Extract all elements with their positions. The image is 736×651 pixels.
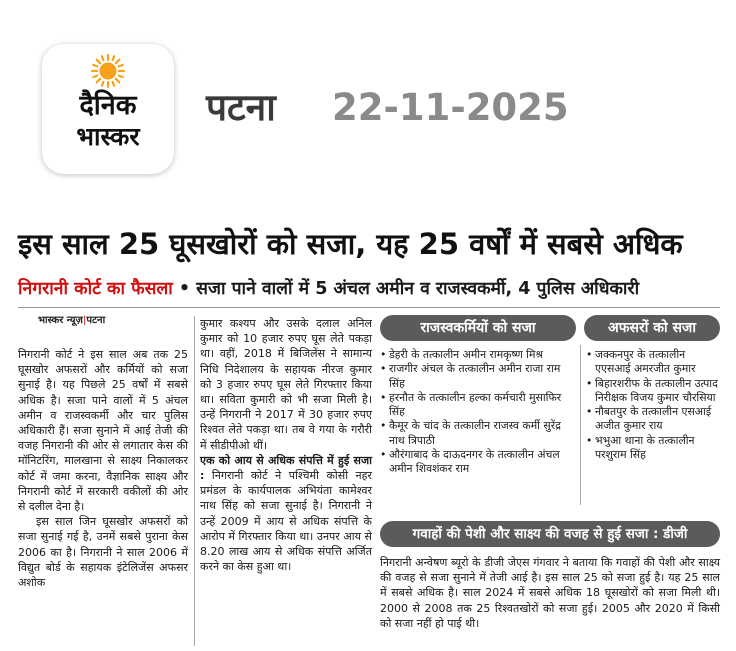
byline-source: भास्कर न्यूज़ xyxy=(38,315,83,326)
bullet-icon: • xyxy=(380,348,387,361)
list-item: • कैमूर के चांद के तत्कालीन राजस्व कर्मी सुरेंद्र नाथ त्रिपाठी xyxy=(380,419,561,447)
article-column-1 xyxy=(18,347,188,590)
subheadline-red: निगरानी कोर्ट का फैसला xyxy=(18,279,173,299)
column-divider xyxy=(194,316,195,646)
column1-paragraph-1: निगरानी कोर्ट ने इस साल अब तक 25 घूसखोर अफसरों और कर्मियों को सजा सुनाई है। यह पिछले 25 वर्षों में सबसे अधिक है। सजा पाने वालों में 5 अंचल अमीन व राजस्वकर्मी और चार पुलिस अधिकारी हैं। सजा सुनाने में आई तेजी की वजह निगरानी की ओर से लगातार केस की मॉनिटरिंग, मालखाना से साक्ष्य निकालकर कोर्ट में जमा करना, वैज्ञानिक साक्ष्य और निगरानी कोर्ट में सरकारी वकीलों की ओर से दलील देना है। xyxy=(18,348,188,514)
list-item: • बिहारशरीफ के तत्कालीन उत्पाद निरीक्षक विजय कुमार चौरसिया xyxy=(586,376,718,404)
column2-paragraph-2: निगरानी कोर्ट ने पश्चिमी कोसी नहर प्रमंडल के कार्यपालक अभियंता कामेश्वर नाथ सिंह को सजा सुनाई है। निगरानी ने उन्हें 2009 में आय से अधिक संपत्ति के आरोप में गिरफ्तार किया था। उनपर आय से 8.20 लाख आय से अधिक संपत्ति अर्जित करने का केस हुआ था। xyxy=(200,469,372,574)
box-divider xyxy=(580,345,581,505)
column1-paragraph-2: इस साल जिन घूसखोर अफसरों को सजा सुनाई गई है, उनमें सबसे पुराना केस 2006 का है। निगरानी ने साल 2006 में विद्युत बोर्ड के सहायक इंटेलिजेंस अफसर अशोक xyxy=(18,515,188,590)
logo-text-dainik: दैनिक xyxy=(79,90,137,121)
headline: इस साल 25 घूसखोरों को सजा, यह 25 वर्षों में सबसे अधिक xyxy=(18,227,683,261)
logo-text-bhaskar: भास्कर xyxy=(76,122,140,151)
column2-paragraph-1: कुमार कश्यप और उसके दलाल अनिल कुमार को 10 हजार रुपए घूस लेते पकड़ा था। वहीं, 2018 में बिजिलेंस ने सामान्य निधि निदेशालय के सहायक नीरज कुमार को 3 हजार रुपए घूस लेते गिरफ्तार किया था। सविता कुमारी को भी सजा मिली है। उन्हें निगरानी ने 2017 में 30 हजार रुपए रिश्वत लेते पकड़ा था। तब वे गया के गरौरी में सीडीपीओ थीं। xyxy=(200,317,372,452)
edition-date: 22-11-2025 xyxy=(332,86,569,129)
witness-section-text: निगरानी अन्वेषण ब्यूरो के डीजी जेएस गंगवार ने बताया कि गवाहों की पेशी और साक्ष्य की वजह से सजा सुनाने में तेजी आई है। इस साल 25 को सजा हुई है। यह 25 साल में सबसे अधिक है। साल 2024 में सबसे अधिक 18 घूसखोरों को सजा मिली थी। 2000 से 2008 तक 25 रिश्वतखोरों को सजा हुई। 2005 और 2020 में किसी को सजा नहीं हो पाई थी। xyxy=(380,556,720,630)
subheadline xyxy=(18,276,723,302)
bullet-icon: • xyxy=(380,419,387,433)
list-item: • राजगीर अंचल के तत्कालीन अमीन राजा राम सिंह xyxy=(380,362,561,390)
byline-place: पटना xyxy=(86,315,106,326)
list-item: • नौबतपुर के तत्कालीन एसआई अजीत कुमार राय xyxy=(586,405,712,433)
list-item: • भभुआ थाना के तत्कालीन परशुराम सिंह xyxy=(586,433,695,462)
witness-section-header: गवाहों की पेशी और साक्ष्य की वजह से हुई सजा : डीजी xyxy=(380,521,720,547)
bullet-icon: • xyxy=(586,433,593,447)
list-item: • औरंगाबाद के दाऊदनगर के तत्कालीन अंचल अमीन शिवशंकर राम xyxy=(380,448,560,476)
sun-icon xyxy=(91,54,125,88)
article-column-2 xyxy=(200,316,372,574)
bullet-icon: • xyxy=(586,376,593,390)
bullet-icon: • xyxy=(586,348,593,361)
officers-header: अफसरों को सजा xyxy=(584,315,720,341)
list-item: • हरनौत के तत्कालीन हल्का कर्मचारी मुसाफिर सिंह xyxy=(380,390,562,419)
revenue-staff-list xyxy=(380,348,576,477)
subheadline-rest: • सजा पाने वालों में 5 अंचल अमीन व राजस्वकर्मी, 4 पुलिस अधिकारी xyxy=(172,279,640,299)
revenue-staff-header: राजस्वकर्मियों को सजा xyxy=(380,315,576,341)
headline-divider xyxy=(18,307,720,308)
bullet-icon: • xyxy=(380,390,387,404)
officers-list xyxy=(586,348,720,462)
column2-subhead: एक को आय से अधिक संपत्ति में हुई सजा : xyxy=(200,453,372,483)
dainik-bhaskar-logo xyxy=(42,44,174,174)
bullet-icon: • xyxy=(380,362,387,376)
bullet-icon: • xyxy=(380,448,387,462)
list-item: • जक्कनपुर के तत्कालीन एएसआई अमरजीत कुमार xyxy=(586,348,696,376)
byline-separator: | xyxy=(82,315,87,326)
list-item: • डेहरी के तत्कालीन अमीन रामकृष्ण मिश्र xyxy=(380,348,544,361)
edition-city: पटना xyxy=(206,86,276,129)
byline xyxy=(38,314,105,328)
bullet-icon: • xyxy=(586,405,593,419)
